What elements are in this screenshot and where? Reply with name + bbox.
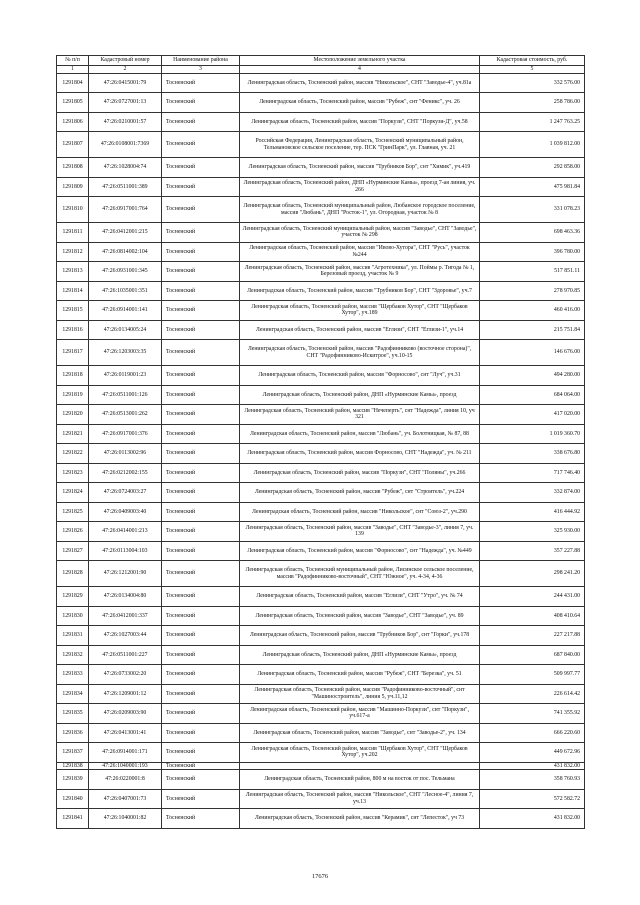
row-number-cell: 1291839 — [57, 770, 89, 790]
table-row — [57, 223, 585, 243]
cadastral-value-cell: 684 064.00 — [480, 385, 585, 405]
row-number-cell: 1291818 — [57, 366, 89, 386]
land-plot-location-cell: Ленинградская область, Тосненский район, массив "Никольское", СНТ "Заводье-4", уч.81а — [240, 73, 480, 93]
table-row — [57, 561, 585, 587]
land-plot-location-cell: Ленинградская область, Тосненский район, 800 м на восток от пос. Тельмана — [240, 770, 480, 790]
cadastral-value-cell: 357 227.88 — [480, 541, 585, 561]
cadastral-value-cell: 332 874.00 — [480, 483, 585, 503]
cadastral-number-cell: 47:26:1040001:193 — [89, 762, 162, 770]
cadastral-value-cell: 298 241.20 — [480, 561, 585, 587]
row-number-cell: 1291826 — [57, 522, 89, 542]
table-row — [57, 242, 585, 262]
cadastral-value-cell: 292 858.00 — [480, 158, 585, 178]
cadastral-number-cell: 47:26:0917001:764 — [89, 197, 162, 223]
row-number-cell: 1291828 — [57, 561, 89, 587]
row-number-cell: 1291840 — [57, 789, 89, 809]
table-row — [57, 684, 585, 704]
cadastral-value-cell: 227 217.88 — [480, 626, 585, 646]
cadastral-value-table — [56, 55, 585, 829]
table-row — [57, 587, 585, 607]
district-name-cell: Тосненский — [162, 112, 240, 132]
district-name-cell: Тосненский — [162, 606, 240, 626]
cadastral-number-cell: 47:26:0210001:57 — [89, 112, 162, 132]
district-name-cell: Тосненский — [162, 770, 240, 790]
cadastral-value-cell: 331 078.23 — [480, 197, 585, 223]
land-plot-location-cell: Ленинградская область, Тосненский район, массив "Рубеж", снт "Феникс", уч. 26 — [240, 93, 480, 113]
cadastral-value-cell: 332 576.00 — [480, 73, 585, 93]
header-row — [57, 56, 585, 66]
district-name-cell: Тосненский — [162, 197, 240, 223]
cadastral-value-cell: 717 746.40 — [480, 463, 585, 483]
row-number-cell: 1291841 — [57, 809, 89, 829]
district-name-cell: Тосненский — [162, 405, 240, 425]
table-row — [57, 197, 585, 223]
cadastral-value-cell: 358 760.93 — [480, 770, 585, 790]
district-name-cell: Тосненский — [162, 262, 240, 282]
row-number-cell: 1291811 — [57, 223, 89, 243]
cadastral-number-cell: 47:26:0113004:103 — [89, 541, 162, 561]
land-plot-location-cell: Ленинградская область, Тосненский район, массив "Никольское", снт "Союз-2", уч.290 — [240, 502, 480, 522]
row-number-cell: 1291837 — [57, 743, 89, 763]
land-plot-location-cell: Ленинградская область, Тосненский район, массив "Форносово", снт "Надежда", уч. №449 — [240, 541, 480, 561]
table-row — [57, 405, 585, 425]
land-plot-location-cell: Ленинградская область, Тосненский район, ДНП «Нурминские Камы», проезд 7-ая линия, уч. 266 — [240, 177, 480, 197]
table-row — [57, 112, 585, 132]
district-name-cell: Тосненский — [162, 281, 240, 301]
table-body — [57, 73, 585, 828]
cadastral-number-cell: 47:26:0413001:41 — [89, 723, 162, 743]
row-number-cell: 1291804 — [57, 73, 89, 93]
district-name-cell: Тосненский — [162, 93, 240, 113]
cadastral-number-cell: 47:26:0511001:227 — [89, 645, 162, 665]
table-row — [57, 704, 585, 724]
district-name-cell: Тосненский — [162, 704, 240, 724]
district-name-cell: Тосненский — [162, 684, 240, 704]
row-number-cell: 1291815 — [57, 301, 89, 321]
table-row — [57, 262, 585, 282]
row-number-cell: 1291813 — [57, 262, 89, 282]
row-number-cell: 1291834 — [57, 684, 89, 704]
cadastral-value-cell: 215 751.84 — [480, 320, 585, 340]
page-number: 17676 — [311, 873, 329, 880]
district-name-cell: Тосненский — [162, 242, 240, 262]
cadastral-value-cell: 146 676.00 — [480, 340, 585, 366]
cadastral-value-cell: 431 832.00 — [480, 762, 585, 770]
table-row — [57, 158, 585, 178]
row-number-cell: 1291816 — [57, 320, 89, 340]
district-name-cell: Тосненский — [162, 158, 240, 178]
district-name-cell: Тосненский — [162, 809, 240, 829]
land-plot-location-cell: Ленинградская область, Тосненский район, массив "Рубеж", снт "Строитель", уч.224 — [240, 483, 480, 503]
row-number-cell: 1291821 — [57, 424, 89, 444]
table-row — [57, 789, 585, 809]
cadastral-value-cell: 666 220.60 — [480, 723, 585, 743]
cadastral-number-cell: 47:26:0412001:337 — [89, 606, 162, 626]
cadastral-value-cell: 1 039 812.00 — [480, 132, 585, 158]
table-row — [57, 320, 585, 340]
cadastral-number-cell: 47:26:0407001:73 — [89, 789, 162, 809]
land-plot-location-cell: Ленинградская область, Тосненский район, массив "Радофинниково-восточный", снт "Машиностроитель", линия 5, уч.11,12 — [240, 684, 480, 704]
row-number-cell: 1291808 — [57, 158, 89, 178]
cadastral-number-cell: 47:26:0108001:7369 — [89, 132, 162, 158]
district-name-cell: Тосненский — [162, 385, 240, 405]
cadastral-number-cell: 47:26:0409003:40 — [89, 502, 162, 522]
district-name-cell: Тосненский — [162, 366, 240, 386]
cadastral-number-cell: 47:26:1209001:12 — [89, 684, 162, 704]
row-number-cell: 1291831 — [57, 626, 89, 646]
cadastral-number-cell: 47:26:0513001:262 — [89, 405, 162, 425]
land-plot-location-cell: Ленинградская область, Тосненский район, ДНП «Нурминские Камы», проезд — [240, 645, 480, 665]
cadastral-value-cell: 431 832.00 — [480, 809, 585, 829]
table-row — [57, 281, 585, 301]
cadastral-value-cell: 325 930.00 — [480, 522, 585, 542]
district-name-cell: Тосненский — [162, 665, 240, 685]
cadastral-number-cell: 47:26:0914001:141 — [89, 301, 162, 321]
table-row — [57, 483, 585, 503]
district-name-cell: Тосненский — [162, 73, 240, 93]
district-name-cell: Тосненский — [162, 132, 240, 158]
land-plot-location-cell: Ленинградская область, Тосненский район, массив "Трубников Бор", снт "Горки", уч.178 — [240, 626, 480, 646]
district-name-cell: Тосненский — [162, 645, 240, 665]
land-plot-location-cell: Ленинградская область, Тосненский муниципальный район, Любанское городское поселение, массив "Любань", ДНП "Росток-1", ул. Огородная, участок № 8 — [240, 197, 480, 223]
table-row — [57, 626, 585, 646]
cadastral-value-cell: 449 672.96 — [480, 743, 585, 763]
land-plot-location-cell — [240, 762, 480, 770]
cadastral-number-cell: 47:26:1203003:35 — [89, 340, 162, 366]
land-plot-location-cell: Ленинградская область, Тосненский район, массив "Еглизи", СНТ "Еглизи-1", уч.14 — [240, 320, 480, 340]
district-name-cell: Тосненский — [162, 483, 240, 503]
land-plot-location-cell: Ленинградская область, Тосненский район, массив "Нечеперть", снт "Надежда", линия 10, уч 321 — [240, 405, 480, 425]
district-name-cell: Тосненский — [162, 522, 240, 542]
row-number-cell: 1291805 — [57, 93, 89, 113]
cadastral-number-cell: 47:26:1027003:44 — [89, 626, 162, 646]
table-row — [57, 366, 585, 386]
table-row — [57, 743, 585, 763]
column-number: 1 — [57, 66, 89, 74]
district-name-cell: Тосненский — [162, 561, 240, 587]
cadastral-value-cell: 1 247 763.25 — [480, 112, 585, 132]
column-number: 3 — [162, 66, 240, 74]
row-number-cell: 1291838 — [57, 762, 89, 770]
table-row — [57, 301, 585, 321]
land-plot-location-cell: Ленинградская область, Тосненский район, массив "Поркузи", СНТ "Поляны", уч.266 — [240, 463, 480, 483]
row-number-cell: 1291819 — [57, 385, 89, 405]
district-name-cell: Тосненский — [162, 424, 240, 444]
cadastral-number-cell: 47:26:0415001:79 — [89, 73, 162, 93]
land-plot-location-cell: Ленинградская область, Тосненский район, массив "Машинно-Поркузи", снт "Поркузи", уч.617-а — [240, 704, 480, 724]
row-number-cell: 1291809 — [57, 177, 89, 197]
district-name-cell: Тосненский — [162, 320, 240, 340]
table-row — [57, 809, 585, 829]
cadastral-number-cell: 47:26:0119001:23 — [89, 366, 162, 386]
cadastral-value-cell: 460 416.00 — [480, 301, 585, 321]
cadastral-number-cell: 47:26:0733002:20 — [89, 665, 162, 685]
district-name-cell: Тосненский — [162, 502, 240, 522]
table-row — [57, 645, 585, 665]
district-name-cell: Тосненский — [162, 541, 240, 561]
land-plot-location-cell: Ленинградская область, Тосненский район, массив "Ивово-Хутора", СНТ "Русь", участок №244 — [240, 242, 480, 262]
cadastral-number-cell: 47:26:0220001:8 — [89, 770, 162, 790]
table-row — [57, 93, 585, 113]
cadastral-value-cell: 244 431.00 — [480, 587, 585, 607]
district-name-cell: Тосненский — [162, 444, 240, 464]
land-plot-location-cell: Ленинградская область, Тосненский район, массив "Щербаков Хутор", СНТ "Щербаков Хутор", уч.202 — [240, 743, 480, 763]
table-row — [57, 340, 585, 366]
land-plot-location-cell: Ленинградская область, Тосненский муниципальный район, массив "Заводье", СНТ "Заводье", участок № 298 — [240, 223, 480, 243]
cadastral-value-cell: 687 840.00 — [480, 645, 585, 665]
row-number-cell: 1291807 — [57, 132, 89, 158]
land-plot-location-cell: Ленинградская область, Тосненский район, массив "Радофинниково (восточное сторона)", СНТ "Радофинниково-Искитрое", уч.10-15 — [240, 340, 480, 366]
cadastral-number-cell: 47:26:0814002:104 — [89, 242, 162, 262]
header-cadastral-value: Кадастровая стоимость, руб. — [480, 56, 585, 66]
district-name-cell: Тосненский — [162, 587, 240, 607]
district-name-cell: Тосненский — [162, 463, 240, 483]
cadastral-value-cell: 572 582.72 — [480, 789, 585, 809]
land-plot-location-cell: Ленинградская область, Тосненский район, массив "Трубников Бор", СНТ "Здоровье", уч.7 — [240, 281, 480, 301]
row-number-cell: 1291825 — [57, 502, 89, 522]
land-plot-location-cell: Ленинградская область, Тосненский район, массив "Трубников Бор", снт "Химик", уч.419 — [240, 158, 480, 178]
district-name-cell: Тосненский — [162, 723, 240, 743]
cadastral-value-cell: 416 444.92 — [480, 502, 585, 522]
column-number: 2 — [89, 66, 162, 74]
table-row — [57, 522, 585, 542]
cadastral-value-cell: 517 851.11 — [480, 262, 585, 282]
row-number-cell: 1291810 — [57, 197, 89, 223]
cadastral-number-cell: 47:26:0412001:215 — [89, 223, 162, 243]
cadastral-number-cell: 47:26:0511001:126 — [89, 385, 162, 405]
land-plot-location-cell: Ленинградская область, Тосненский район, массив "Заводье", СНТ "Заводье-3", линия 7, уч. 139 — [240, 522, 480, 542]
cadastral-number-cell: 47:26:1035001:351 — [89, 281, 162, 301]
row-number-cell: 1291820 — [57, 405, 89, 425]
land-plot-location-cell: Ленинградская область, Тосненский район, массив "Заводье", снт "Заводье-2", уч. 134 — [240, 723, 480, 743]
cadastral-number-cell: 47:26:0511001:389 — [89, 177, 162, 197]
column-number-row — [57, 66, 585, 74]
row-number-cell: 1291833 — [57, 665, 89, 685]
district-name-cell: Тосненский — [162, 340, 240, 366]
row-number-cell: 1291814 — [57, 281, 89, 301]
table-row — [57, 606, 585, 626]
cadastral-number-cell: 47:26:0113002:96 — [89, 444, 162, 464]
row-number-cell: 1291835 — [57, 704, 89, 724]
cadastral-value-cell: 509 997.77 — [480, 665, 585, 685]
land-plot-location-cell: Ленинградская область, Тосненский район, массив "Форносово", снт "Луч", уч.31 — [240, 366, 480, 386]
cadastral-number-cell: 47:26:0914001:171 — [89, 743, 162, 763]
table-row — [57, 502, 585, 522]
district-name-cell: Тосненский — [162, 223, 240, 243]
cadastral-value-cell: 258 786.00 — [480, 93, 585, 113]
land-plot-location-cell: Ленинградская область, Тосненский район, ДНП «Нурминские Камы», проезд — [240, 385, 480, 405]
table-row — [57, 463, 585, 483]
land-plot-location-cell: Ленинградская область, Тосненский район, массив "Никольское", СНТ "Лесное-4", линия 7, уч.13 — [240, 789, 480, 809]
table-row — [57, 424, 585, 444]
row-number-cell: 1291830 — [57, 606, 89, 626]
district-name-cell: Тосненский — [162, 626, 240, 646]
cadastral-number-cell: 47:26:0134004:80 — [89, 587, 162, 607]
cadastral-value-cell: 698 463.36 — [480, 223, 585, 243]
cadastral-number-cell: 47:26:0727001:13 — [89, 93, 162, 113]
table-row — [57, 132, 585, 158]
table-row — [57, 177, 585, 197]
row-number-cell: 1291824 — [57, 483, 89, 503]
row-number-cell: 1291817 — [57, 340, 89, 366]
cadastral-number-cell: 47:26:0212002:155 — [89, 463, 162, 483]
district-name-cell: Тосненский — [162, 743, 240, 763]
cadastral-value-cell: 408 410.64 — [480, 606, 585, 626]
cadastral-number-cell: 47:26:1212001:90 — [89, 561, 162, 587]
land-plot-location-cell: Ленинградская область, Тосненский район, массив "Любань", уч. Болотницкая, № 87, 88 — [240, 424, 480, 444]
header-row-number: № п/п — [57, 56, 89, 66]
table-row — [57, 541, 585, 561]
table-row — [57, 665, 585, 685]
cadastral-value-cell: 494 280.00 — [480, 366, 585, 386]
district-name-cell: Тосненский — [162, 177, 240, 197]
row-number-cell: 1291829 — [57, 587, 89, 607]
cadastral-number-cell: 47:26:0414001:213 — [89, 522, 162, 542]
land-plot-location-cell: Ленинградская область, Тосненский район, массив "Поркузи", СНТ "Поркузи-Д", уч.58 — [240, 112, 480, 132]
district-name-cell: Тосненский — [162, 762, 240, 770]
cadastral-value-cell: 417 020.00 — [480, 405, 585, 425]
header-cadastral-number: Кадастровый номер — [89, 56, 162, 66]
cadastral-number-cell: 47:26:0724003:27 — [89, 483, 162, 503]
table-row — [57, 73, 585, 93]
land-plot-location-cell: Ленинградская область, Тосненский район, массив "Щербаков Хутор", СНТ "Щербаков Хутор", уч.189 — [240, 301, 480, 321]
cadastral-value-cell: 278 970.85 — [480, 281, 585, 301]
row-number-cell: 1291812 — [57, 242, 89, 262]
row-number-cell: 1291822 — [57, 444, 89, 464]
land-plot-location-cell: Ленинградская область, Тосненский муниципальный район, Лисинское сельское поселение, массив "Радофинниково-восточный", СНТ "Южное", уч. 4-34, 4-36 — [240, 561, 480, 587]
cadastral-number-cell: 47:26:0931001:345 — [89, 262, 162, 282]
district-name-cell: Тосненский — [162, 301, 240, 321]
cadastral-value-table-container — [56, 55, 584, 829]
column-number: 5 — [480, 66, 585, 74]
row-number-cell: 1291827 — [57, 541, 89, 561]
table-row — [57, 762, 585, 770]
table-row — [57, 385, 585, 405]
table-row — [57, 723, 585, 743]
cadastral-number-cell: 47:26:0209003:90 — [89, 704, 162, 724]
land-plot-location-cell: Российская Федерация, Ленинградская область, Тосненский муниципальный район, Тельмановское сельское поселение, тер. ПСК "ГринПарк", ул. Главная, уч. 21 — [240, 132, 480, 158]
row-number-cell: 1291823 — [57, 463, 89, 483]
cadastral-number-cell: 47:26:0917001:376 — [89, 424, 162, 444]
header-land-plot-location: Местоположение земельного участка — [240, 56, 480, 66]
cadastral-number-cell: 47:26:1028004:74 — [89, 158, 162, 178]
table-row — [57, 770, 585, 790]
row-number-cell: 1291836 — [57, 723, 89, 743]
land-plot-location-cell: Ленинградская область, Тосненский район, массив "Рубеж", СНТ "Березка", уч. 51 — [240, 665, 480, 685]
cadastral-value-cell: 396 780.00 — [480, 242, 585, 262]
cadastral-number-cell: 47:26:1040001:82 — [89, 809, 162, 829]
cadastral-value-cell: 741 355.92 — [480, 704, 585, 724]
column-number: 4 — [240, 66, 480, 74]
cadastral-value-cell: 475 981.84 — [480, 177, 585, 197]
district-name-cell: Тосненский — [162, 789, 240, 809]
row-number-cell: 1291806 — [57, 112, 89, 132]
cadastral-value-cell: 338 676.80 — [480, 444, 585, 464]
land-plot-location-cell: Ленинградская область, Тосненский район, массив "Заводье", СНТ "Заводье", уч. 89 — [240, 606, 480, 626]
row-number-cell: 1291832 — [57, 645, 89, 665]
cadastral-value-cell: 226 614.42 — [480, 684, 585, 704]
land-plot-location-cell: Ленинградская область, Тосненский район, массив "Керамик", снт "Лепесток", уч 73 — [240, 809, 480, 829]
header-district-name: Наименование района — [162, 56, 240, 66]
table-row — [57, 444, 585, 464]
land-plot-location-cell: Ленинградская область, Тосненский район, массив "Еглизи", СНТ "Утро", уч. № 74 — [240, 587, 480, 607]
land-plot-location-cell: Ленинградская область, Тосненский район, массив "Агротехника", ул. Поймы р. Тигода № 1, Березовый проезд, участок № 9 — [240, 262, 480, 282]
cadastral-value-cell: 1 019 360.70 — [480, 424, 585, 444]
land-plot-location-cell: Ленинградская область, Тосненский район, массив Форносово, СНТ "Надежда", уч. № 211 — [240, 444, 480, 464]
cadastral-number-cell: 47:26:0134005:24 — [89, 320, 162, 340]
